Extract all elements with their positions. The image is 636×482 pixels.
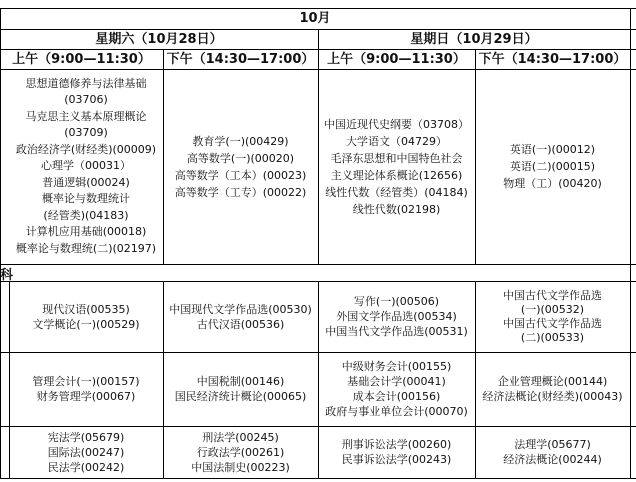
schedule-cell <box>318 426 475 478</box>
course-line: 心理学（00031） <box>41 159 131 173</box>
course-line: 文学概论(一)(00529) <box>32 317 140 331</box>
schedule-cell <box>163 281 318 352</box>
course-line: 国民经济统计概论(00065) <box>174 390 307 403</box>
course-line: 物理（工）(00420) <box>503 177 602 190</box>
schedule-cell <box>9 69 163 264</box>
course-line: 马克思主义基本原理概论 <box>25 109 147 123</box>
course-line: 国际法(00247) <box>47 445 125 459</box>
course-line: 中国当代文学作品选(00531) <box>325 325 468 338</box>
course-line: 线性代数（经管类）(04184) <box>325 185 468 199</box>
schedule-cell <box>475 281 630 352</box>
course-line: 成本会计(00156) <box>352 390 441 403</box>
course-line: 刑法学(00245) <box>202 430 279 444</box>
schedule-cell <box>475 352 630 426</box>
course-line: 中国近现代史纲要（03708） <box>324 117 469 131</box>
schedule-cell <box>9 426 163 478</box>
schedule-cell <box>9 352 163 426</box>
course-line: 宪法学(05679) <box>47 430 125 444</box>
schedule-cell <box>318 281 475 352</box>
course-line: (经管类)(04183) <box>43 208 129 222</box>
course-line: 中国古代文学作品选 <box>503 316 602 330</box>
course-line: 线性代数(02198) <box>352 202 441 216</box>
course-line: 外国文学作品选(00534) <box>336 310 457 323</box>
course-line: 政治经济学(财经类)(00009) <box>15 142 157 156</box>
schedule-cell <box>163 352 318 426</box>
course-line: 中国现代文学作品选(00530) <box>169 302 312 316</box>
schedule-cell <box>318 352 475 426</box>
course-line: 概率论与数理统计 <box>42 192 130 206</box>
course-line: 法理学(05677) <box>514 438 591 451</box>
day-header-saturday: 星期六（10月28日） <box>95 31 223 47</box>
course-line: 思想道德修养与法律基础 <box>25 76 147 90</box>
schedule-cell <box>9 281 163 352</box>
course-line: 概率论与数理统(二)(02197) <box>15 241 157 255</box>
schedule-cell <box>163 69 318 264</box>
course-line: 管理会计(一)(00157) <box>32 375 140 388</box>
course-line: 普通逻辑(00024) <box>42 175 130 189</box>
grid-line <box>0 8 1 478</box>
course-line: 刑事诉讼法学(00260) <box>341 438 452 451</box>
course-line: 经济法概论(00244) <box>503 453 602 466</box>
course-line: 民事诉讼法学(00243) <box>341 453 452 466</box>
course-line: 中国古代文学作品选 <box>503 288 602 302</box>
course-line: (03709) <box>64 126 108 140</box>
session-header: 上午（9:00—11:30） <box>12 51 151 67</box>
course-line: 大学语文（04729） <box>346 134 447 148</box>
session-header: 上午（9:00—11:30） <box>327 51 466 67</box>
course-line: 教育学(一)(00429) <box>192 134 289 148</box>
course-line: 现代汉语(00535) <box>42 302 130 316</box>
course-line: 英语(一)(00012) <box>509 143 596 156</box>
grid-line <box>0 478 636 479</box>
course-line: 企业管理概论(00144) <box>497 375 608 388</box>
grid-line <box>630 8 631 478</box>
course-line: 民法学(00242) <box>47 460 125 474</box>
course-line: 计算机应用基础(00018) <box>25 225 147 239</box>
grid-line <box>0 264 636 265</box>
session-header: 下午（14:30—17:00） <box>478 51 627 67</box>
side-label: 科 <box>0 268 14 283</box>
course-line: (03706) <box>64 93 108 107</box>
course-line: 行政法学(00261) <box>196 445 285 459</box>
course-line: 财务管理学(00067) <box>36 390 136 403</box>
course-line: 毛泽东思想和中国特色社会 <box>330 151 463 165</box>
course-line: 基础会计学(00041) <box>347 375 446 388</box>
schedule-cell <box>318 69 475 264</box>
schedule-cell <box>163 426 318 478</box>
course-line: 中级财务会计(00155) <box>341 360 452 373</box>
schedule-cell <box>475 426 630 478</box>
day-header-sunday: 星期日（10月29日） <box>410 31 538 47</box>
course-line: (一)(00532) <box>520 302 585 316</box>
course-line: 高等数学（工专）(00022) <box>174 185 307 199</box>
month-header: 10月 <box>299 11 331 26</box>
course-line: (二)(00533) <box>520 330 585 344</box>
schedule-cell <box>475 69 630 264</box>
course-line: 中国税制(00146) <box>196 375 285 388</box>
session-header: 下午（14:30—17:00） <box>166 51 315 67</box>
course-line: 写作(一)(00506) <box>353 295 440 308</box>
course-line: 英语(二)(00015) <box>509 160 596 173</box>
course-line: 经济法概论(财经类)(00043) <box>482 390 623 403</box>
course-line: 高等数学(一)(00020) <box>186 151 295 165</box>
course-line: 中国法制史(00223) <box>191 460 290 474</box>
course-line: 高等数学（工本）(00023) <box>174 168 307 182</box>
course-line: 政府与事业单位会计(00070) <box>325 405 468 418</box>
course-line: 主义理论体系概论(12656) <box>330 168 463 182</box>
course-line: 古代汉语(00536) <box>196 317 285 331</box>
